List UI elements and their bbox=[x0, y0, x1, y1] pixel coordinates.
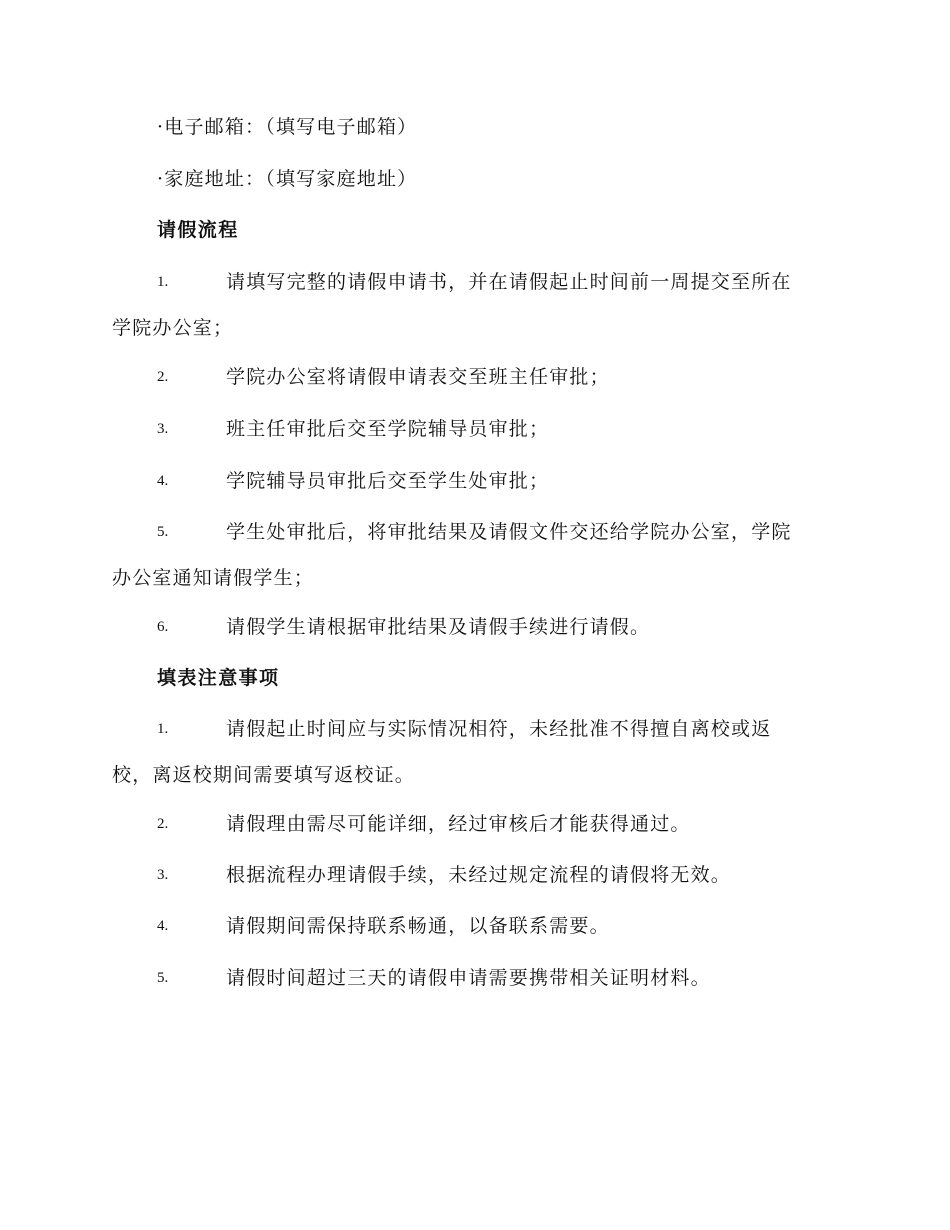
list-item-continuation: 学院办公室； bbox=[112, 317, 234, 339]
list-item-text: 请假理由需尽可能详细，经过审核后才能获得通过。 bbox=[226, 813, 691, 835]
list-number: 5. bbox=[157, 524, 169, 540]
list-item-continuation: 办公室通知请假学生； bbox=[112, 567, 315, 589]
list-number: 2. bbox=[157, 816, 169, 832]
list-number: 4. bbox=[157, 473, 169, 489]
list-item-text: 学院办公室将请假申请表交至班主任审批； bbox=[226, 366, 610, 388]
list-number: 5. bbox=[157, 970, 169, 986]
list-number: 1. bbox=[157, 274, 169, 290]
section-heading-notes: 填表注意事项 bbox=[157, 667, 280, 689]
contact-email-line: ·电子邮箱：（填写电子邮箱） bbox=[157, 116, 418, 138]
list-number: 2. bbox=[157, 369, 169, 385]
list-item-text: 请假学生请根据审批结果及请假手续进行请假。 bbox=[226, 616, 651, 638]
list-item-text: 请假期间需保持联系畅通，以备联系需要。 bbox=[226, 915, 610, 937]
list-item-text: 班主任审批后交至学院辅导员审批； bbox=[226, 418, 550, 440]
list-item-text: 请填写完整的请假申请书，并在请假起止时间前一周提交至所在 bbox=[226, 271, 792, 293]
list-number: 1. bbox=[157, 721, 169, 737]
list-number: 3. bbox=[157, 421, 169, 437]
section-heading-process: 请假流程 bbox=[157, 219, 239, 241]
list-number: 6. bbox=[157, 619, 169, 635]
list-item-text: 根据流程办理请假手续，未经过规定流程的请假将无效。 bbox=[226, 864, 732, 886]
list-item-text: 请假时间超过三天的请假申请需要携带相关证明材料。 bbox=[226, 967, 711, 989]
list-item-text: 学生处审批后，将审批结果及请假文件交还给学院办公室，学院 bbox=[226, 521, 792, 543]
list-number: 4. bbox=[157, 918, 169, 934]
contact-address-line: ·家庭地址：（填写家庭地址） bbox=[157, 168, 418, 190]
list-item-continuation: 校，离返校期间需要填写返校证。 bbox=[112, 764, 416, 786]
list-item-text: 学院辅导员审批后交至学生处审批； bbox=[226, 470, 550, 492]
list-item-text: 请假起止时间应与实际情况相符，未经批准不得擅自离校或返 bbox=[226, 718, 772, 740]
list-number: 3. bbox=[157, 867, 169, 883]
